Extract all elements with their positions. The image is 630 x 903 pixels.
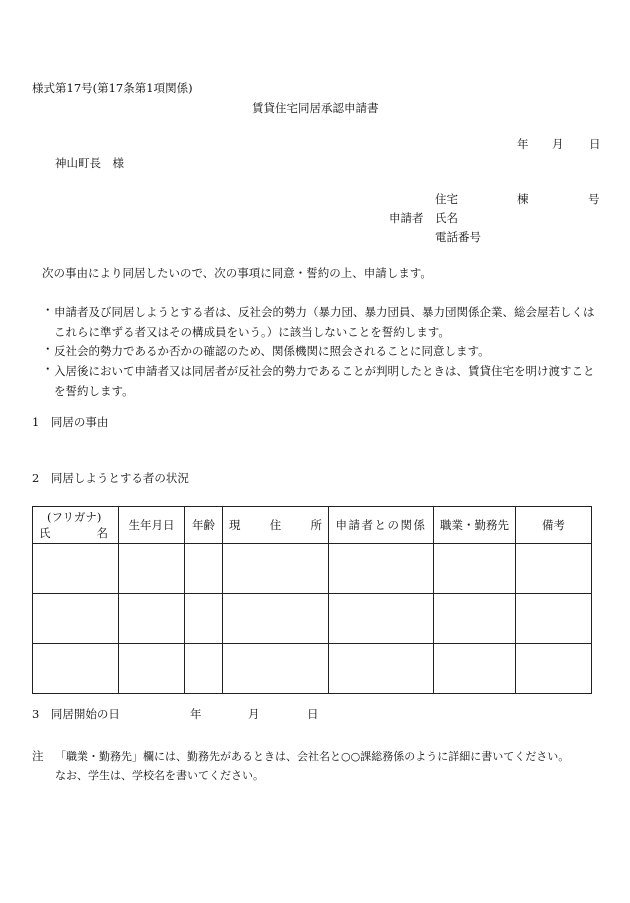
section-start-date: 3 同居開始の日 — [32, 707, 120, 721]
address-label-b: 住 — [269, 518, 282, 532]
date-day-label: 日 — [589, 137, 601, 151]
date-month-label: 月 — [552, 137, 564, 151]
bullet-mark: ・ — [42, 362, 54, 376]
col-age: 年齢 — [185, 507, 223, 544]
note-line-2: なお、学生は、学校名を書いてください。 — [55, 769, 264, 782]
date-year-label: 年 — [517, 137, 529, 151]
cell-age[interactable] — [185, 644, 223, 694]
name-label-b: 名 — [96, 526, 108, 540]
col-occupation: 職業・勤務先 — [434, 507, 516, 544]
cell-birthdate[interactable] — [119, 594, 185, 644]
cell-birthdate[interactable] — [119, 544, 185, 594]
table-header-row — [33, 507, 592, 544]
address-label-a: 現 — [229, 518, 241, 532]
cell-remarks[interactable] — [516, 544, 592, 594]
table-row — [33, 544, 592, 594]
cell-occupation[interactable] — [434, 644, 516, 694]
cell-name[interactable] — [33, 544, 119, 594]
start-year-label: 年 — [190, 707, 202, 721]
col-address — [223, 507, 329, 544]
bullet-mark: ・ — [42, 303, 54, 317]
cell-remarks[interactable] — [516, 594, 592, 644]
cell-occupation[interactable] — [434, 544, 516, 594]
pledge-item — [32, 341, 604, 361]
cell-name[interactable] — [33, 594, 119, 644]
cell-age[interactable] — [185, 594, 223, 644]
furigana-label: (フリガナ) — [47, 510, 102, 524]
pledge-item — [32, 302, 604, 342]
cell-relation[interactable] — [329, 544, 434, 594]
col-name — [33, 507, 119, 544]
housing-label: 住宅 — [435, 192, 458, 206]
unit-label: 号 — [588, 192, 600, 206]
table-row — [33, 594, 592, 644]
cell-relation[interactable] — [329, 594, 434, 644]
cell-occupation[interactable] — [434, 594, 516, 644]
start-day-label: 日 — [307, 707, 319, 721]
col-relation: 申請者との関係 — [329, 507, 434, 544]
cell-remarks[interactable] — [516, 644, 592, 694]
table-row — [33, 644, 592, 694]
note-line-1: 「職業・勤務先」欄には、勤務先があるときは、会社名と○○課総務係のように詳細に書いてください。 — [55, 750, 570, 763]
cell-address[interactable] — [223, 594, 329, 644]
name-label: 氏名 — [435, 211, 458, 225]
phone-label: 電話番号 — [435, 230, 481, 244]
cohabitant-table — [32, 506, 592, 694]
bullet-mark: ・ — [42, 342, 54, 356]
start-month-label: 月 — [248, 707, 260, 721]
address-label-c: 所 — [310, 518, 322, 532]
cell-name[interactable] — [33, 644, 119, 694]
cell-relation[interactable] — [329, 644, 434, 694]
addressee: 神山町長 様 — [55, 156, 124, 170]
intro-text: 次の事由により同居したいので、次の事項に同意・誓約の上、申請します。 — [42, 266, 432, 280]
applicant-label: 申請者 — [389, 211, 424, 225]
name-label-a: 氏 — [39, 526, 51, 540]
pledge-text: 反社会的勢力であるか否かの確認のため、関係機関に照会されることに同意します。 — [54, 344, 490, 358]
col-birthdate: 生年月日 — [119, 507, 185, 544]
pledge-text: 入居後において申請者又は同居者が反社会的勢力であることが判明したときは、賃貸住宅を明け渡すことを誓約します。 — [54, 364, 595, 398]
section-cohabitants: 2 同居しようとする者の状況 — [32, 471, 189, 485]
building-label: 棟 — [517, 192, 529, 206]
pledge-item — [32, 361, 604, 401]
cell-birthdate[interactable] — [119, 644, 185, 694]
note-label: 注 — [32, 749, 44, 763]
form-number: 様式第17号(第17条第1項関係) — [32, 81, 193, 95]
cell-age[interactable] — [185, 544, 223, 594]
form-title: 賃貸住宅同居承認申請書 — [252, 101, 379, 115]
cell-address[interactable] — [223, 544, 329, 594]
section-reason: 1 同居の事由 — [32, 415, 109, 429]
pledge-text: 申請者及び同居しようとする者は、反社会的勢力（暴力団、暴力団員、暴力団関係企業、総会屋若しくはこれらに準ずる者又はその構成員をいう。）に該当しないことを誓約します。 — [54, 305, 595, 339]
col-remarks: 備考 — [516, 507, 592, 544]
cell-address[interactable] — [223, 644, 329, 694]
